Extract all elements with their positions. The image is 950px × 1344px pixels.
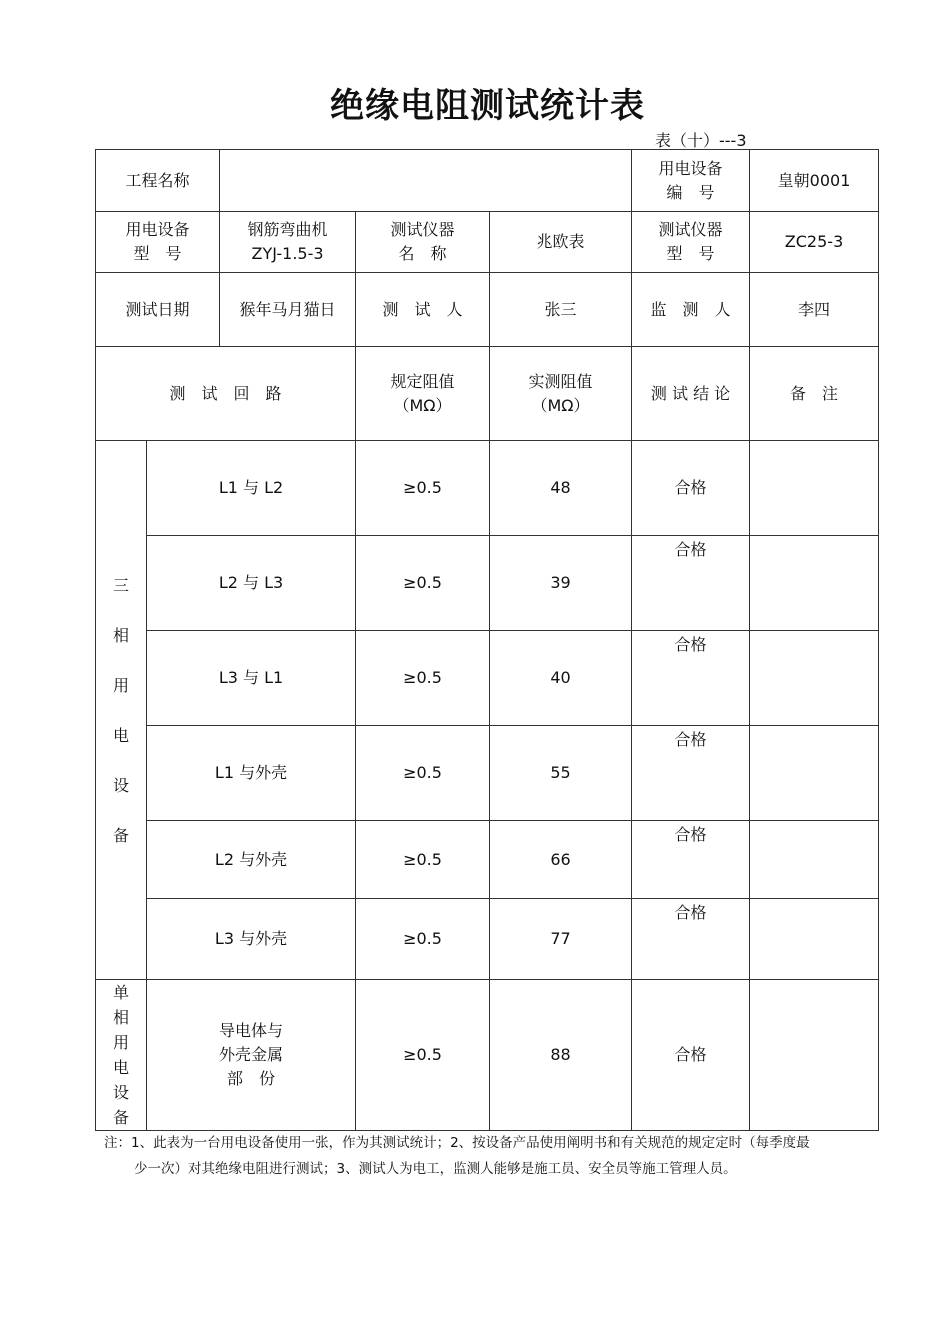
table-row (96, 899, 879, 980)
insulation-resistance-table (95, 149, 879, 1131)
device-model-label: 用电设备 型 号 (96, 212, 220, 273)
remark-header: 备 注 (750, 347, 879, 441)
circuit-cell: L2 与外壳 (147, 821, 356, 899)
tester-label: 测 试 人 (356, 273, 490, 347)
measured-cell: 48 (490, 441, 632, 536)
measured-header: 实测阻值 （MΩ） (490, 347, 632, 441)
column-header-row (96, 347, 879, 441)
project-value (220, 150, 632, 212)
table-row (96, 631, 879, 726)
table-row (96, 980, 879, 1131)
spec-cell: ≥0.5 (356, 821, 490, 899)
conclusion-cell: 合格 (632, 536, 750, 631)
date-row (96, 273, 879, 347)
conclusion-cell: 合格 (632, 899, 750, 980)
test-date-label: 测试日期 (96, 273, 220, 347)
conclusion-cell: 合格 (632, 441, 750, 536)
device-model-value: 钢筋弯曲机 ZYJ-1.5-3 (220, 212, 356, 273)
tester-value: 张三 (490, 273, 632, 347)
conclusion-cell: 合格 (632, 821, 750, 899)
conclusion-cell: 合格 (632, 631, 750, 726)
footnote-line-2: 少一次）对其绝缘电阻进行测试；3、测试人为电工，监测人能够是施工员、安全员等施工管理人员。 (134, 1161, 737, 1177)
project-row (96, 150, 879, 212)
form-number: 表（十）---3 (655, 131, 747, 150)
spec-cell: ≥0.5 (356, 536, 490, 631)
conclusion-header: 测 试 结 论 (632, 347, 750, 441)
spec-cell: ≥0.5 (356, 980, 490, 1131)
device-no-value: 皇朝0001 (750, 150, 879, 212)
monitor-label: 监 测 人 (632, 273, 750, 347)
device-no-label: 用电设备 编 号 (632, 150, 750, 212)
measured-cell: 55 (490, 726, 632, 821)
instrument-model-value: ZC25-3 (750, 212, 879, 273)
measured-cell: 88 (490, 980, 632, 1131)
footnote-line-1: 注：1、此表为一台用电设备使用一张，作为其测试统计；2、按设备产品使用阐明书和有关规范的规定定时（每季度最 (104, 1135, 810, 1151)
instrument-model-label: 测试仪器 型 号 (632, 212, 750, 273)
instrument-name-label: 测试仪器 名 称 (356, 212, 490, 273)
conclusion-cell: 合格 (632, 980, 750, 1131)
table-row (96, 726, 879, 821)
project-label: 工程名称 (96, 150, 220, 212)
monitor-value: 李四 (750, 273, 879, 347)
measured-cell: 77 (490, 899, 632, 980)
device-row (96, 212, 879, 273)
circuit-header: 测 试 回 路 (96, 347, 356, 441)
spec-cell: ≥0.5 (356, 631, 490, 726)
circuit-cell: L1 与 L2 (147, 441, 356, 536)
circuit-cell: L3 与 L1 (147, 631, 356, 726)
test-date-value: 猴年马月猫日 (220, 273, 356, 347)
measured-cell: 40 (490, 631, 632, 726)
instrument-name-value: 兆欧表 (490, 212, 632, 273)
three-phase-group-label: 三 相 用 电 设 备 (96, 441, 147, 980)
circuit-cell: 导电体与 外壳金属 部 份 (147, 980, 356, 1131)
circuit-cell: L3 与外壳 (147, 899, 356, 980)
measured-cell: 39 (490, 536, 632, 631)
conclusion-cell: 合格 (632, 726, 750, 821)
page-title: 绝缘电阻测试统计表 (330, 86, 645, 126)
circuit-cell: L1 与外壳 (147, 726, 356, 821)
table-row (96, 536, 879, 631)
remark-cell (750, 536, 879, 631)
remark-cell (750, 980, 879, 1131)
spec-cell: ≥0.5 (356, 899, 490, 980)
single-phase-group-label: 单 相 用 电 设 备 (96, 980, 147, 1131)
spec-cell: ≥0.5 (356, 726, 490, 821)
remark-cell (750, 821, 879, 899)
table-row (96, 821, 879, 899)
table-row (96, 441, 879, 536)
remark-cell (750, 899, 879, 980)
remark-cell (750, 631, 879, 726)
measured-cell: 66 (490, 821, 632, 899)
spec-cell: ≥0.5 (356, 441, 490, 536)
remark-cell (750, 726, 879, 821)
circuit-cell: L2 与 L3 (147, 536, 356, 631)
footnote (104, 1130, 884, 1182)
spec-header: 规定阻值 （MΩ） (356, 347, 490, 441)
remark-cell (750, 441, 879, 536)
